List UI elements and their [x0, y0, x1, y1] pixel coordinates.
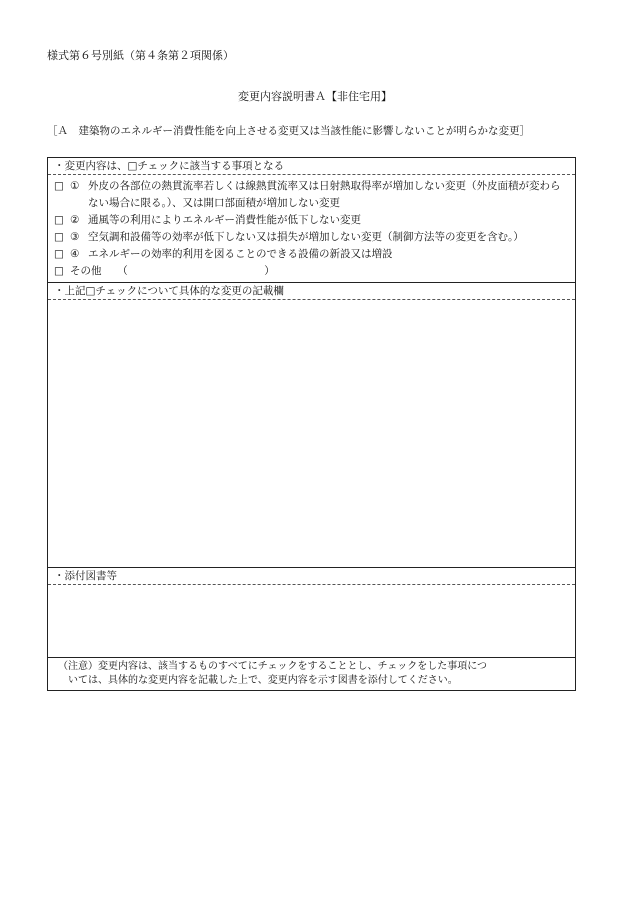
- section-change-items: [48, 158, 576, 283]
- section3-heading: ・添付図書等: [48, 568, 575, 585]
- checkbox-3[interactable]: □: [54, 231, 64, 243]
- checkbox-1[interactable]: □: [54, 180, 64, 192]
- item-number-1: ①: [70, 180, 80, 192]
- checkbox-2[interactable]: □: [54, 214, 64, 226]
- note-line-2: いては、具体的な変更内容を記載した上で、変更内容を示す図書を添付してください。: [68, 675, 458, 686]
- change-item-3: [54, 229, 569, 246]
- change-item-other: [54, 263, 569, 280]
- description-entry-area[interactable]: [48, 300, 575, 567]
- change-item-4: [54, 246, 569, 263]
- intro-text: ［Ａ 建築物のエネルギー消費性能を向上させる変更又は当該性能に影響しないことが明らかな変更］: [47, 125, 530, 137]
- item-number-4: ④: [70, 248, 80, 260]
- item-number-3: ③: [70, 231, 80, 243]
- item-text-other: その他 （ ）: [70, 265, 275, 277]
- form-reference: 様式第６号別紙（第４条第２項関係）: [47, 49, 234, 62]
- section-attachments: [48, 568, 576, 658]
- checkbox-other[interactable]: □: [54, 265, 64, 277]
- checkbox-4[interactable]: □: [54, 248, 64, 260]
- attachments-entry-area[interactable]: [48, 585, 575, 657]
- change-item-1: [54, 178, 569, 212]
- item-text-3: 空気調和設備等の効率が低下しない又は損失が増加しない変更（制御方法等の変更を含む。）: [88, 231, 524, 243]
- change-item-2: [54, 212, 569, 229]
- section-description: [48, 283, 576, 568]
- section1-heading: ・変更内容は、□チェックに該当する事項となる: [48, 158, 575, 175]
- item-number-2: ②: [70, 214, 80, 226]
- section2-heading: ・上記□チェックについて具体的な変更の記載欄: [48, 283, 575, 300]
- change-items-list: [48, 175, 575, 282]
- document-title: 変更内容説明書Ａ【非住宅用】: [238, 90, 392, 103]
- note-cell: [48, 658, 576, 691]
- item-text-2: 通風等の利用によりエネルギー消費性能が低下しない変更: [88, 214, 361, 226]
- note-line-1: （注意）変更内容は、該当するものすべてにチェックをすることとし、チェックをした事項につ: [58, 661, 487, 672]
- item-text-4: エネルギーの効率的利用を図ることのできる設備の新設又は増設: [88, 248, 393, 260]
- item-text-1: 外皮の各部位の熱貫流率若しくは線熱貫流率又は日射熱取得率が増加しない変更（外皮面積が変わらない場合に限る。）、又は開口部面積が増加しない変更: [88, 180, 561, 209]
- change-description-form: [47, 157, 576, 691]
